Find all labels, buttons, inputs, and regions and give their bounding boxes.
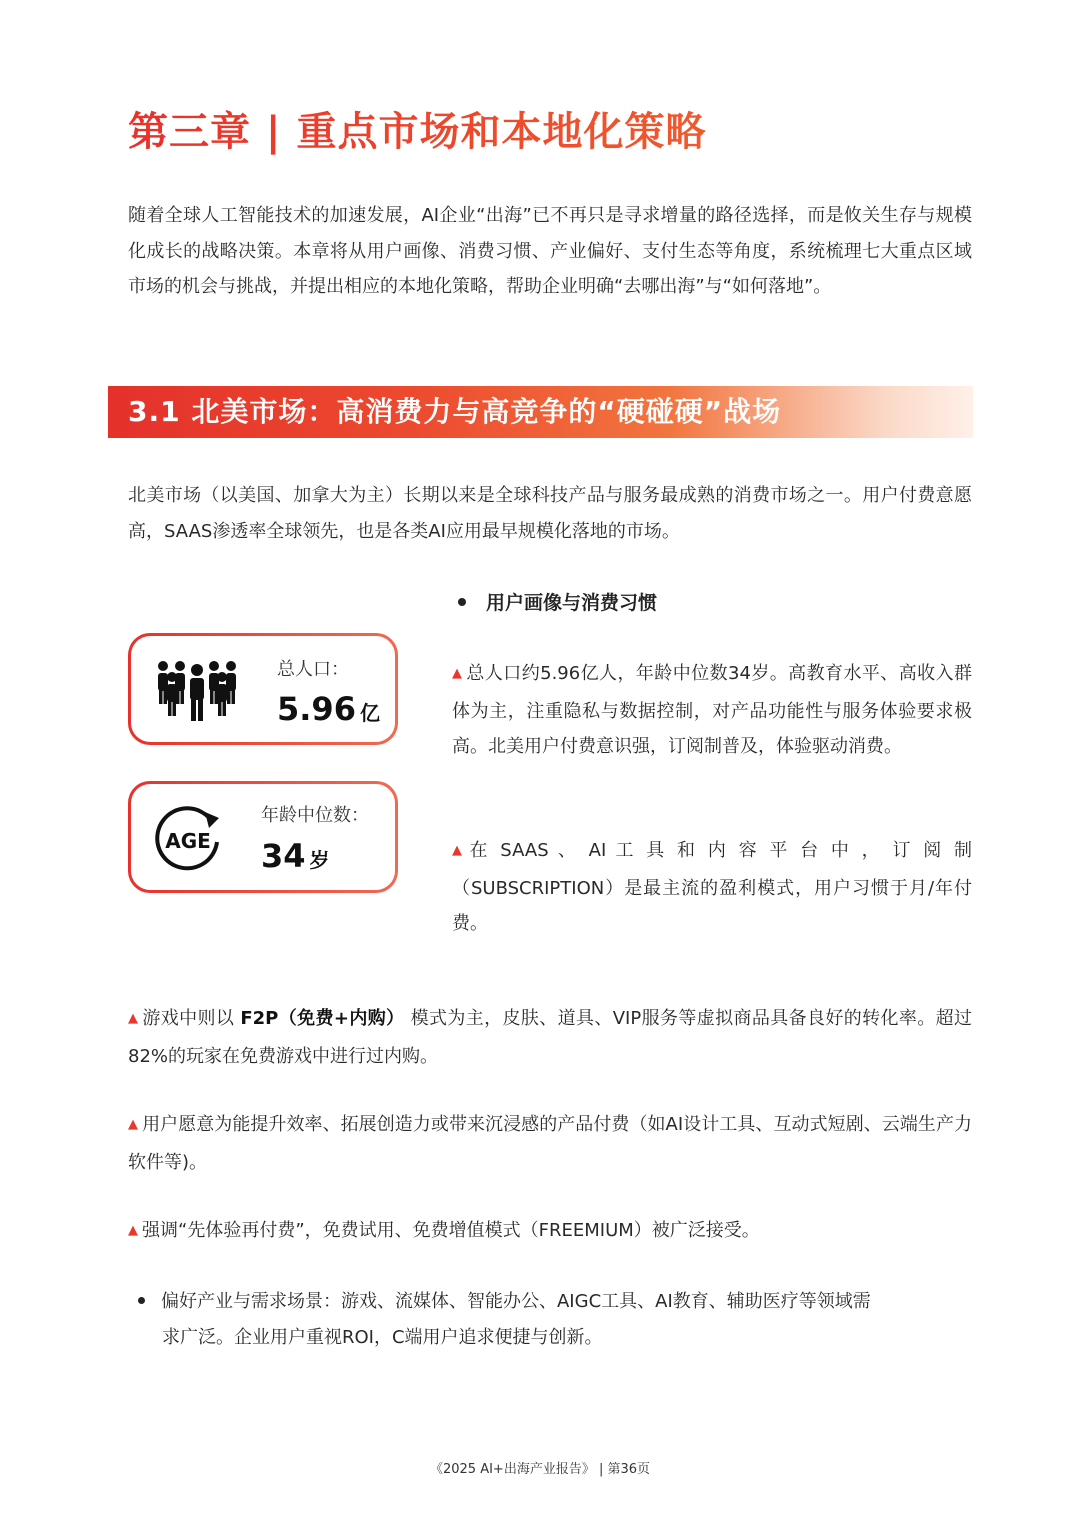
preference-line-1: 偏好产业与需求场景：游戏、流媒体、智能办公、AIGC工具、AI教育、辅助医疗等领域需 bbox=[161, 1291, 871, 1312]
triangle-icon: ▲ bbox=[128, 1223, 138, 1238]
section-banner bbox=[108, 386, 973, 438]
population-label: 总人口： bbox=[277, 659, 349, 680]
intro-paragraph: 随着全球人工智能技术的加速发展，AI企业“出海”已不再只是寻求增量的路径选择，而是攸关生存与规模化成长的战略决策。本章将从用户画像、消费习惯、产业偏好、支付生态等角度，系统梳理七大重点区域市场的机会与挑战，并提出相应的本地化策略，帮助企业明确“去哪出海”与“如何落地”。 bbox=[128, 205, 972, 297]
age-icon bbox=[151, 804, 225, 876]
point-text: 游戏中则以 bbox=[142, 1008, 241, 1029]
chapter-title: 第三章 | 重点市场和本地化策略 bbox=[128, 102, 1008, 162]
triangle-icon: ▲ bbox=[452, 666, 463, 681]
age-number: 34 bbox=[261, 837, 306, 875]
sub-heading bbox=[458, 588, 657, 618]
age-unit: 岁 bbox=[309, 848, 330, 872]
population-unit: 亿 bbox=[359, 701, 380, 725]
age-icon-text: AGE bbox=[165, 829, 211, 853]
point-paragraph bbox=[452, 656, 972, 765]
triangle-icon: ▲ bbox=[128, 1117, 139, 1132]
age-value bbox=[261, 836, 330, 880]
point-text: 总人口约5.96亿人，年龄中位数34岁。高教育水平、高收入群体为主，注重隐私与数据控制，对产品功能性与服务体验要求极高。北美用户付费意识强，订阅制普及，体验驱动消费。 bbox=[452, 663, 972, 757]
section-intro-paragraph: 北美市场（以美国、加拿大为主）长期以来是全球科技产品与服务最成熟的消费市场之一。用户付费意愿高，SAAS渗透率全球领先，也是各类AI应用最早规模化落地的市场。 bbox=[128, 485, 972, 542]
point-text: 用户愿意为能提升效率、拓展创造力或带来沉浸感的产品付费（如AI设计工具、互动式短剧、云端生产力软件等)。 bbox=[128, 1114, 973, 1173]
preference-line-2: 求广泛。企业用户重视ROI，C端用户追求便捷与创新。 bbox=[162, 1326, 603, 1348]
point-paragraph bbox=[452, 833, 972, 942]
point-bold-text: F2P（免费+内购） bbox=[240, 1008, 405, 1029]
age-label: 年龄中位数： bbox=[261, 805, 369, 826]
point-text: 模式为主，皮肤、道具、VIP服务等虚拟商品具备良好的转化率。超过82%的玩家在免费游戏中进行过内购。 bbox=[128, 1008, 972, 1067]
population-number: 5.96 bbox=[277, 690, 356, 728]
population-value bbox=[277, 689, 380, 733]
point-paragraph bbox=[128, 1213, 972, 1251]
point-paragraph bbox=[128, 1001, 972, 1074]
bullet-icon bbox=[138, 1297, 145, 1304]
point-paragraph bbox=[128, 1107, 972, 1180]
point-text: 在 SAAS 、 AI 工 具 和 内 容 平 台 中 ， 订 阅 制（SUBSCRIPTION）是最主流的盈利模式，用户习惯于月/年付费。 bbox=[452, 840, 972, 934]
section-title: 3.1 北美市场：高消费力与高竞争的“硬碰硬”战场 bbox=[128, 395, 782, 428]
triangle-icon: ▲ bbox=[128, 1011, 139, 1026]
population-card bbox=[128, 633, 398, 745]
page-footer: 《2025 AI+出海产业报告》 | 第36页 bbox=[429, 1462, 651, 1477]
age-card bbox=[128, 781, 398, 893]
bullet-icon bbox=[458, 598, 466, 606]
preference-paragraph bbox=[138, 1284, 972, 1355]
people-icon bbox=[155, 660, 239, 722]
triangle-icon: ▲ bbox=[452, 843, 466, 858]
point-text: 强调“先体验再付费”，免费试用、免费增值模式（FREEMIUM）被广泛接受。 bbox=[142, 1220, 760, 1241]
sub-heading-text: 用户画像与消费习惯 bbox=[486, 592, 658, 614]
